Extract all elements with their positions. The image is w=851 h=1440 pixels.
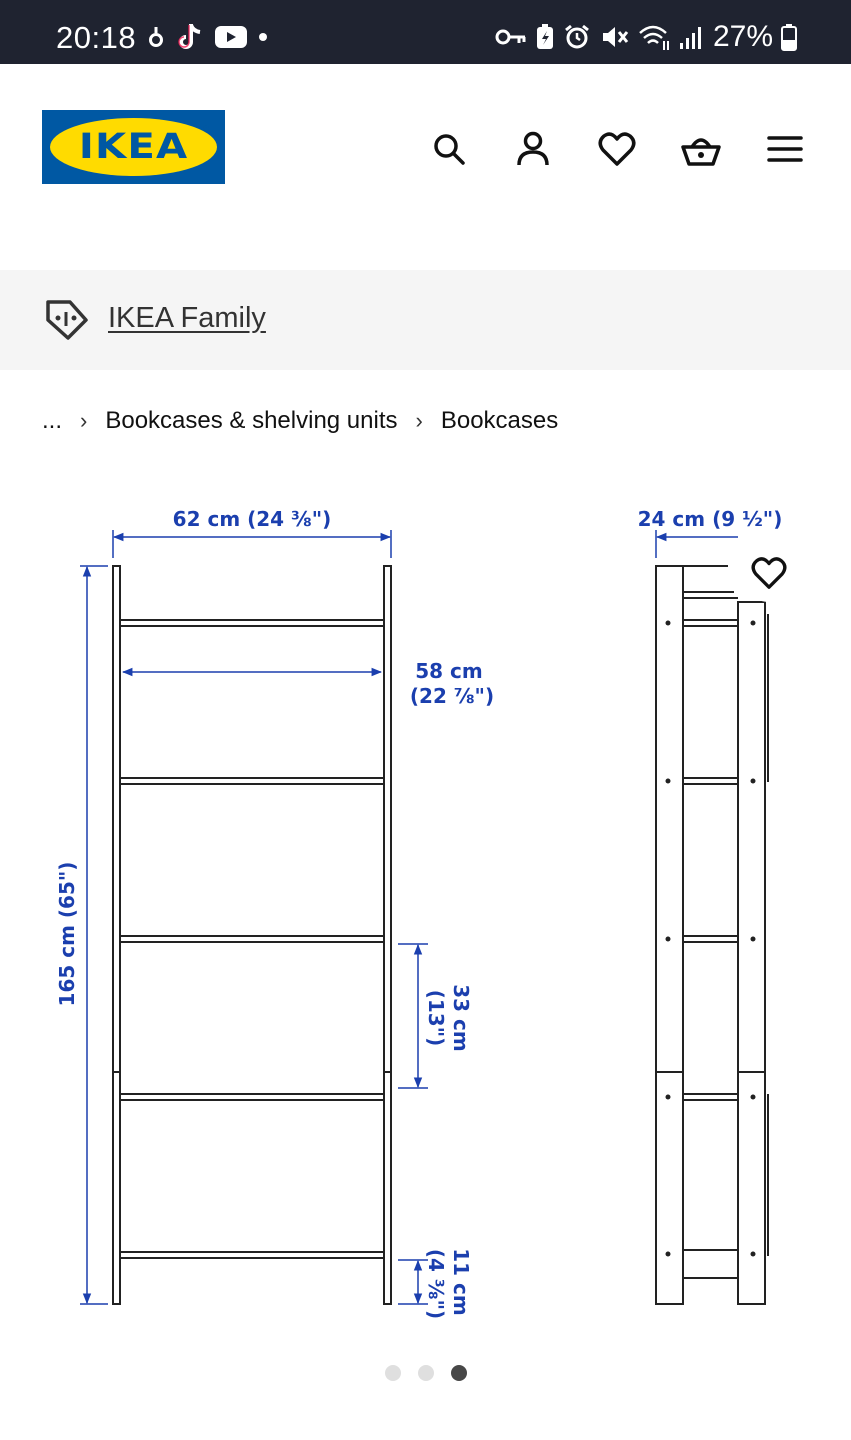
add-to-wishlist-button[interactable] <box>740 544 798 602</box>
dim-inner-width-inch-label: (22 ⅞") <box>409 684 495 708</box>
ikea-logo-registered-mark: ® <box>203 124 209 133</box>
signal-icon <box>679 24 705 50</box>
heart-icon <box>751 556 787 590</box>
basket-button[interactable] <box>678 126 724 172</box>
menu-button[interactable] <box>762 126 808 172</box>
dim-shelf-gap-inch-label: (13") <box>424 989 448 1047</box>
dim-height-label: 165 cm (65") <box>55 861 79 1007</box>
breadcrumb-separator: › <box>415 408 423 433</box>
carousel-dot-3[interactable] <box>451 1365 467 1381</box>
carousel-dot-1[interactable] <box>385 1365 401 1381</box>
side-dimension-lines <box>656 530 738 558</box>
bookcase-front-view <box>113 566 391 1304</box>
dimension-drawing <box>0 470 851 1350</box>
dim-depth-label: 24 cm (9 ½") <box>637 507 783 531</box>
dim-inner-width-label: 58 cm <box>415 659 483 683</box>
ikea-family-tag-icon <box>44 298 90 342</box>
front-dimension-lines <box>80 530 428 1304</box>
dim-width-label: 62 cm (24 ⅜") <box>172 507 332 531</box>
header-actions <box>426 126 808 172</box>
search-icon <box>431 131 467 167</box>
alarm-icon <box>563 23 591 51</box>
ikea-family-link[interactable]: IKEA Family <box>108 302 266 334</box>
ikea-logo-oval <box>50 118 217 176</box>
status-notification-icons <box>146 22 268 52</box>
image-carousel-indicator <box>0 1365 851 1381</box>
notification-small-icon <box>146 25 166 49</box>
key-icon <box>495 26 527 48</box>
tiktok-icon <box>176 22 204 52</box>
account-button[interactable] <box>510 126 556 172</box>
dim-bottom-inch-label: (4 ⅜") <box>424 1248 448 1320</box>
ikea-logo[interactable] <box>42 110 225 184</box>
breadcrumb-ellipsis[interactable]: ... <box>42 407 63 434</box>
more-notifications-icon <box>258 32 268 42</box>
carousel-dot-2[interactable] <box>418 1365 434 1381</box>
dim-shelf-gap-label: 33 cm <box>449 984 473 1052</box>
battery-icon <box>781 23 797 51</box>
battery-saver-icon <box>535 23 555 51</box>
breadcrumb-bookcases-shelving[interactable]: Bookcases & shelving units <box>105 407 398 434</box>
battery-percent: 27% <box>712 20 773 53</box>
wifi-icon <box>637 23 671 51</box>
search-button[interactable] <box>426 126 472 172</box>
youtube-icon <box>214 24 248 50</box>
side-view-screws <box>666 621 756 1257</box>
breadcrumb-bookcases[interactable]: Bookcases <box>440 407 559 434</box>
status-system-icons <box>495 20 797 54</box>
status-time: 20:18 <box>56 20 137 55</box>
basket-icon <box>680 131 722 167</box>
status-bar <box>0 0 851 64</box>
product-image[interactable] <box>0 470 851 1350</box>
account-icon <box>515 130 551 168</box>
ikea-logo-text: IKEA <box>78 127 189 167</box>
menu-icon <box>767 134 803 164</box>
bookcase-side-view <box>656 566 768 1304</box>
mute-icon <box>599 23 629 51</box>
site-header <box>0 64 851 270</box>
dim-bottom-label: 11 cm <box>449 1248 473 1316</box>
breadcrumb <box>42 404 558 438</box>
ikea-family-bar <box>0 270 851 370</box>
breadcrumb-separator: › <box>80 408 88 433</box>
wishlist-icon <box>598 131 636 167</box>
wishlist-button[interactable] <box>594 126 640 172</box>
